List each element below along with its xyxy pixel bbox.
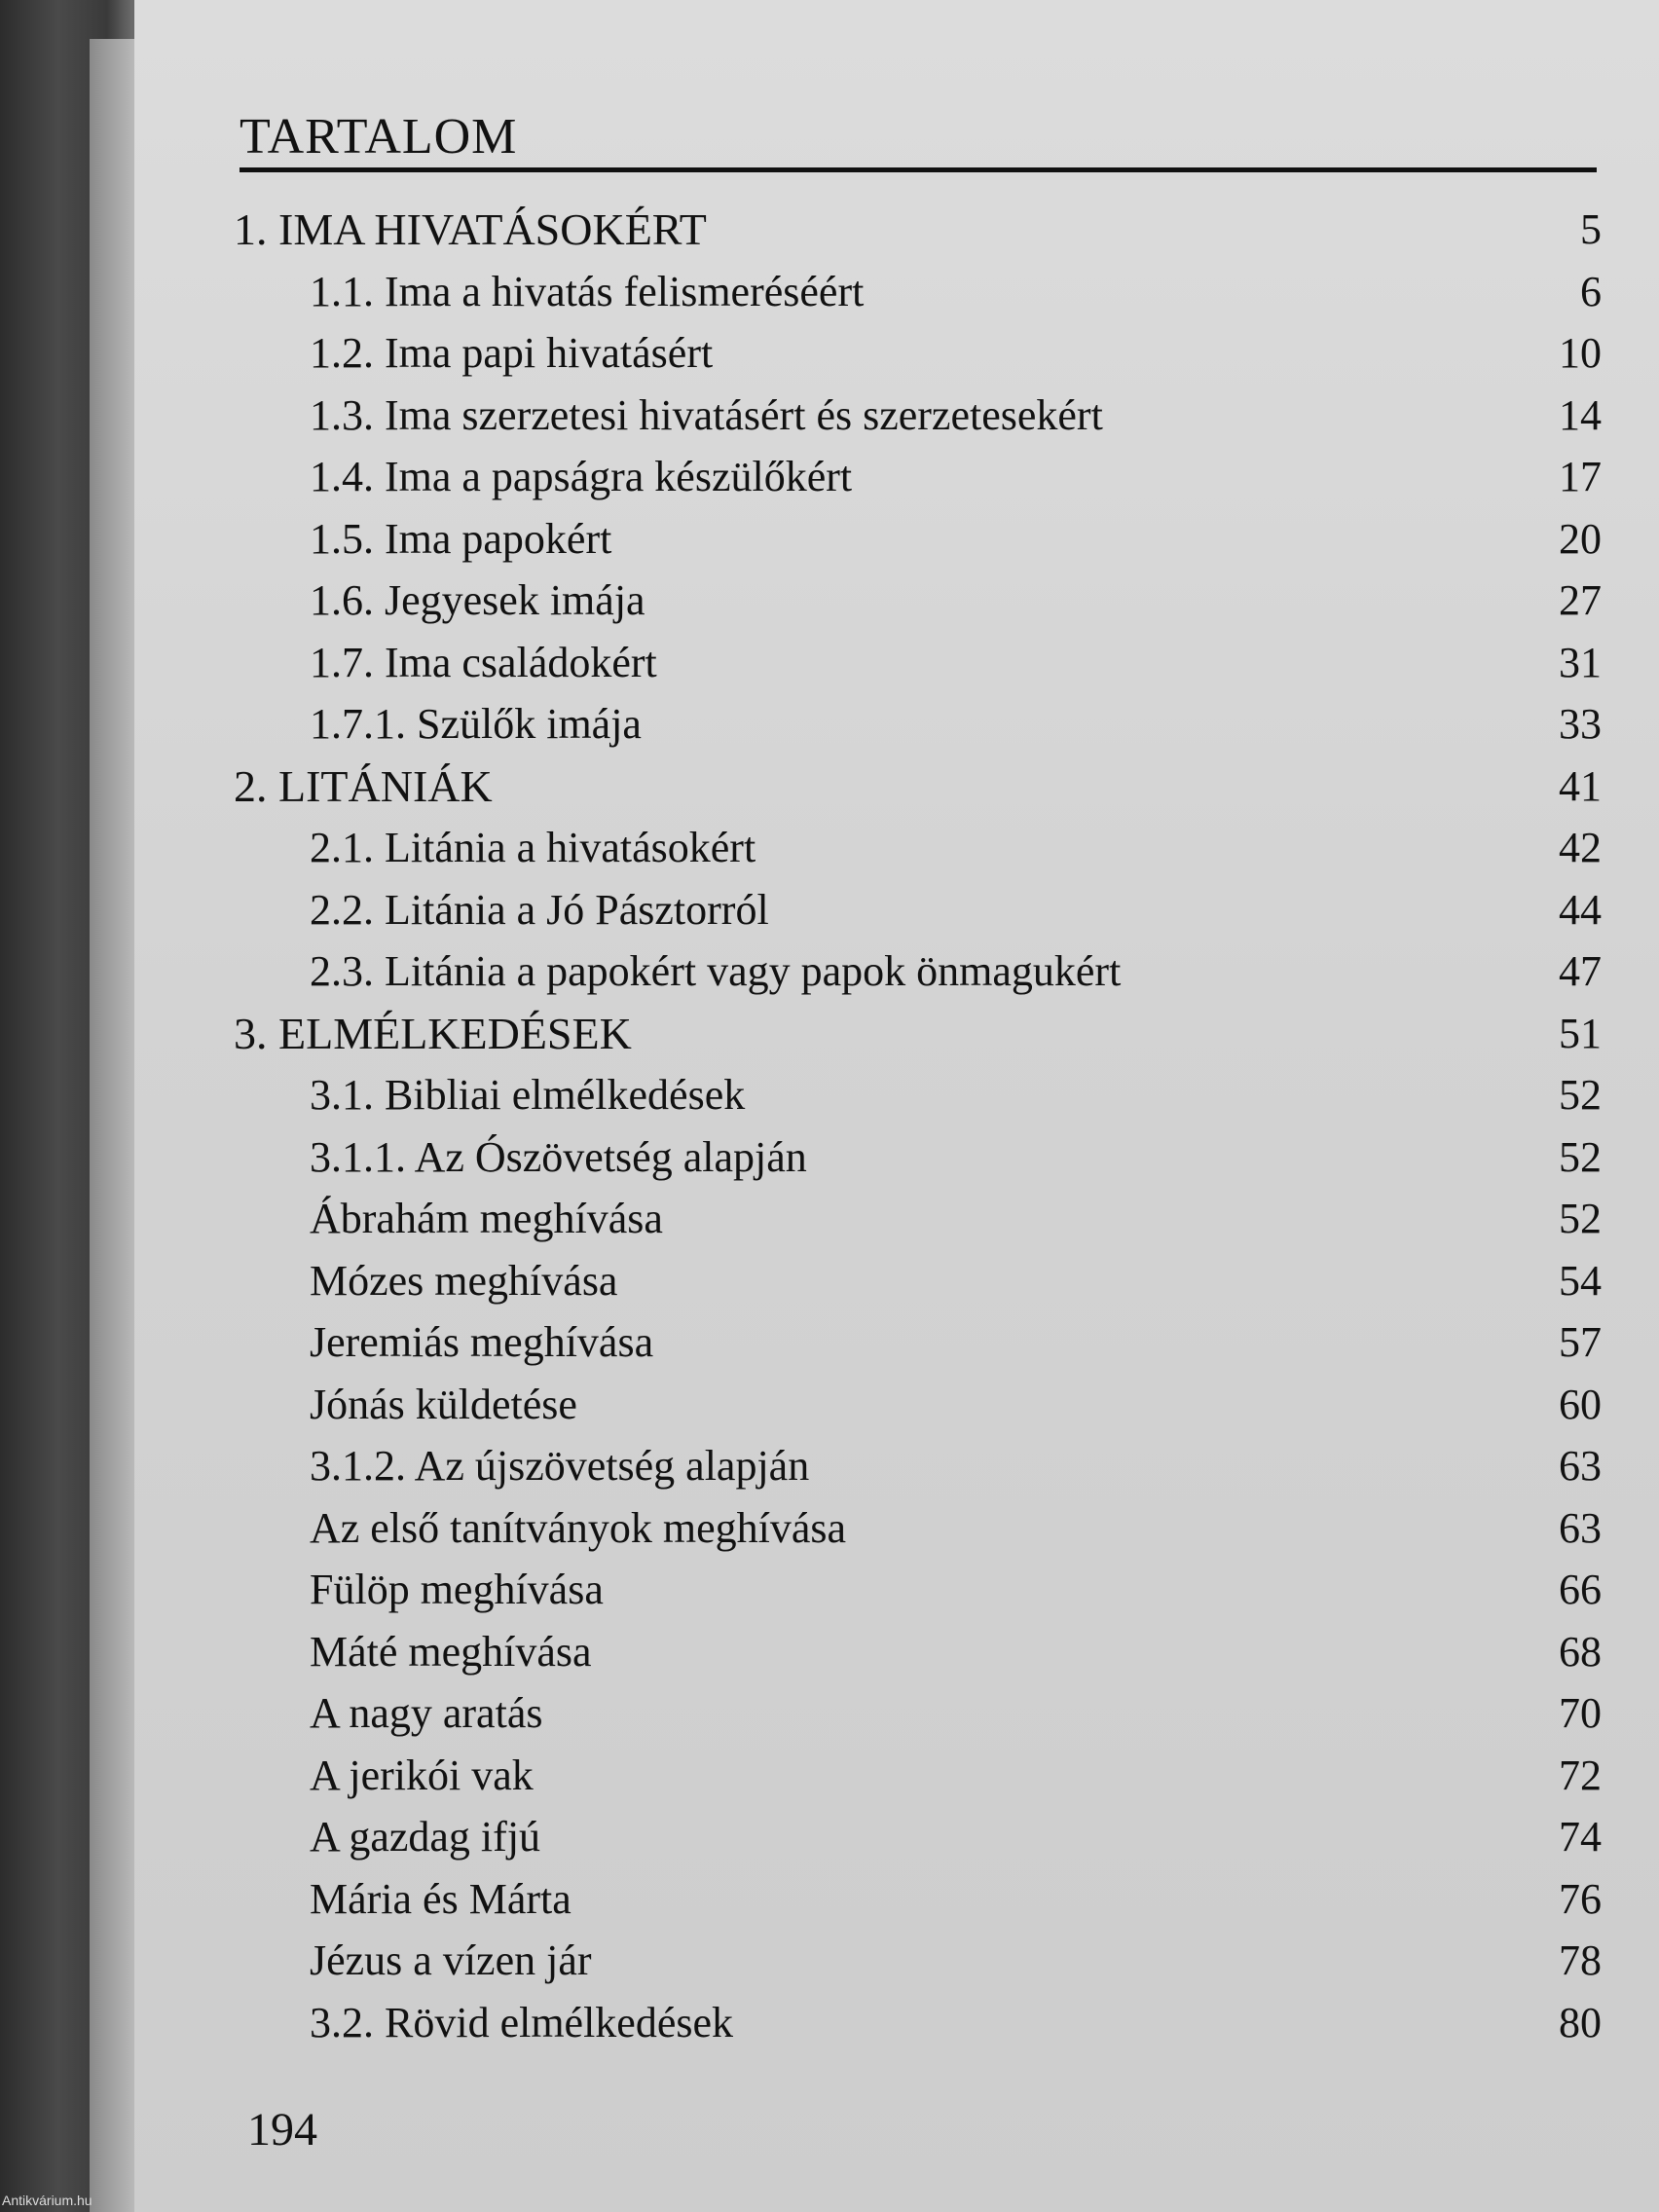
toc-entry-title: 1.1. Ima a hivatás felismeréséért — [310, 267, 865, 315]
toc-entry-title: 3. ELMÉLKEDÉSEK — [234, 1008, 632, 1058]
toc-entry — [234, 1435, 1602, 1497]
toc-entry-title: 1.3. Ima szerzetesi hivatásért és szerzetesekért — [310, 390, 1103, 439]
toc-entry-page: 44 — [1559, 885, 1602, 934]
toc-entry-title: 3.1.2. Az újszövetség alapján — [310, 1442, 810, 1491]
toc-entry — [234, 508, 1602, 571]
toc-entry-title: 2.3. Litánia a papokért vagy papok önmagukért — [310, 947, 1122, 996]
toc-entry — [234, 1311, 1602, 1374]
toc-entry-title: 1.6. Jegyesek imája — [310, 576, 645, 625]
toc-entry-title: Máté meghívása — [310, 1627, 592, 1676]
table-of-contents — [234, 199, 1602, 2053]
toc-entry-page: 57 — [1559, 1318, 1602, 1367]
page-header — [240, 109, 1597, 172]
toc-entry-title: 3.1.1. Az Ószövetség alapján — [310, 1132, 807, 1181]
toc-entry — [234, 570, 1602, 632]
toc-entry-page: 51 — [1559, 1009, 1602, 1057]
toc-entry — [234, 879, 1602, 941]
toc-entry-title: 3.2. Rövid elmélkedések — [310, 1998, 734, 2046]
toc-entry — [234, 1806, 1602, 1868]
toc-entry-page: 52 — [1559, 1071, 1602, 1120]
toc-entry-page: 47 — [1559, 947, 1602, 996]
toc-entry — [234, 1868, 1602, 1931]
watermark: Antikvárium.hu — [2, 2193, 92, 2208]
toc-entry-title: 1. IMA HIVATÁSOKÉRT — [234, 204, 707, 255]
toc-entry-page: 10 — [1559, 329, 1602, 378]
toc-entry — [234, 1621, 1602, 1683]
toc-entry-page: 70 — [1559, 1689, 1602, 1738]
toc-entry-page: 68 — [1559, 1627, 1602, 1676]
toc-entry — [234, 1250, 1602, 1312]
toc-entry-title: A nagy aratás — [310, 1689, 543, 1738]
toc-entry-title: 1.7. Ima családokért — [310, 638, 657, 686]
toc-entry-title: 1.2. Ima papi hivatásért — [310, 329, 714, 378]
toc-entry — [234, 1745, 1602, 1807]
toc-entry-page: 80 — [1559, 1998, 1602, 2046]
toc-entry-title: Jeremiás meghívása — [310, 1318, 654, 1367]
toc-entry — [234, 693, 1602, 756]
page-number: 194 — [247, 2104, 317, 2156]
toc-entry-title: 1.4. Ima a papságra készülőkért — [310, 453, 853, 501]
toc-entry — [234, 1126, 1602, 1189]
toc-entry-page: 66 — [1559, 1566, 1602, 1614]
toc-entry-page: 63 — [1559, 1442, 1602, 1491]
toc-entry — [234, 756, 1602, 818]
toc-entry-title: 1.7.1. Szülők imája — [310, 700, 642, 749]
toc-entry-page: 14 — [1559, 390, 1602, 439]
toc-entry-page: 20 — [1559, 514, 1602, 563]
toc-entry — [234, 1064, 1602, 1126]
toc-entry — [234, 1003, 1602, 1065]
toc-entry-page: 6 — [1580, 267, 1602, 315]
toc-entry — [234, 1682, 1602, 1745]
toc-entry-page: 76 — [1559, 1874, 1602, 1923]
toc-entry — [234, 817, 1602, 879]
toc-entry-page: 52 — [1559, 1195, 1602, 1243]
toc-entry-title: 3.1. Bibliai elmélkedések — [310, 1071, 746, 1120]
toc-entry-title: Az első tanítványok meghívása — [310, 1503, 847, 1552]
toc-entry — [234, 1992, 1602, 2054]
toc-entry — [234, 1188, 1602, 1250]
toc-entry-title: 2.2. Litánia a Jó Pásztorról — [310, 885, 769, 934]
toc-entry-title: A gazdag ifjú — [310, 1813, 541, 1862]
toc-entry — [234, 1559, 1602, 1621]
toc-entry-page: 5 — [1580, 205, 1602, 254]
page-title: TARTALOM — [240, 109, 518, 165]
toc-entry-page: 78 — [1559, 1936, 1602, 1985]
toc-entry — [234, 261, 1602, 323]
toc-entry-page: 42 — [1559, 824, 1602, 872]
toc-entry — [234, 940, 1602, 1003]
toc-entry-page: 74 — [1559, 1813, 1602, 1862]
toc-entry — [234, 199, 1602, 261]
toc-entry-page: 63 — [1559, 1503, 1602, 1552]
toc-entry-title: Ábrahám meghívása — [310, 1195, 663, 1243]
toc-entry-page: 31 — [1559, 638, 1602, 686]
toc-entry — [234, 1930, 1602, 1992]
toc-entry-page: 17 — [1559, 453, 1602, 501]
toc-entry-page: 72 — [1559, 1751, 1602, 1799]
toc-entry-title: 1.5. Ima papokért — [310, 514, 612, 563]
toc-entry-title: 2. LITÁNIÁK — [234, 760, 493, 811]
toc-entry-page: 60 — [1559, 1380, 1602, 1428]
toc-entry-title: A jerikói vak — [310, 1751, 534, 1799]
page-edge — [90, 39, 138, 2212]
toc-entry — [234, 446, 1602, 508]
toc-entry-title: Jónás küldetése — [310, 1380, 577, 1428]
toc-entry-title: 2.1. Litánia a hivatásokért — [310, 824, 756, 872]
toc-entry-title: Mária és Márta — [310, 1874, 571, 1923]
toc-entry-page: 52 — [1559, 1132, 1602, 1181]
toc-entry-title: Fülöp meghívása — [310, 1566, 604, 1614]
toc-entry-page: 54 — [1559, 1256, 1602, 1305]
toc-entry — [234, 322, 1602, 385]
toc-entry-title: Mózes meghívása — [310, 1256, 618, 1305]
toc-entry-page: 27 — [1559, 576, 1602, 625]
toc-entry-title: Jézus a vízen jár — [310, 1936, 592, 1985]
toc-entry — [234, 1497, 1602, 1560]
toc-entry-page: 41 — [1559, 761, 1602, 810]
toc-entry — [234, 385, 1602, 447]
toc-entry-page: 33 — [1559, 700, 1602, 749]
toc-entry — [234, 632, 1602, 694]
toc-entry — [234, 1374, 1602, 1436]
